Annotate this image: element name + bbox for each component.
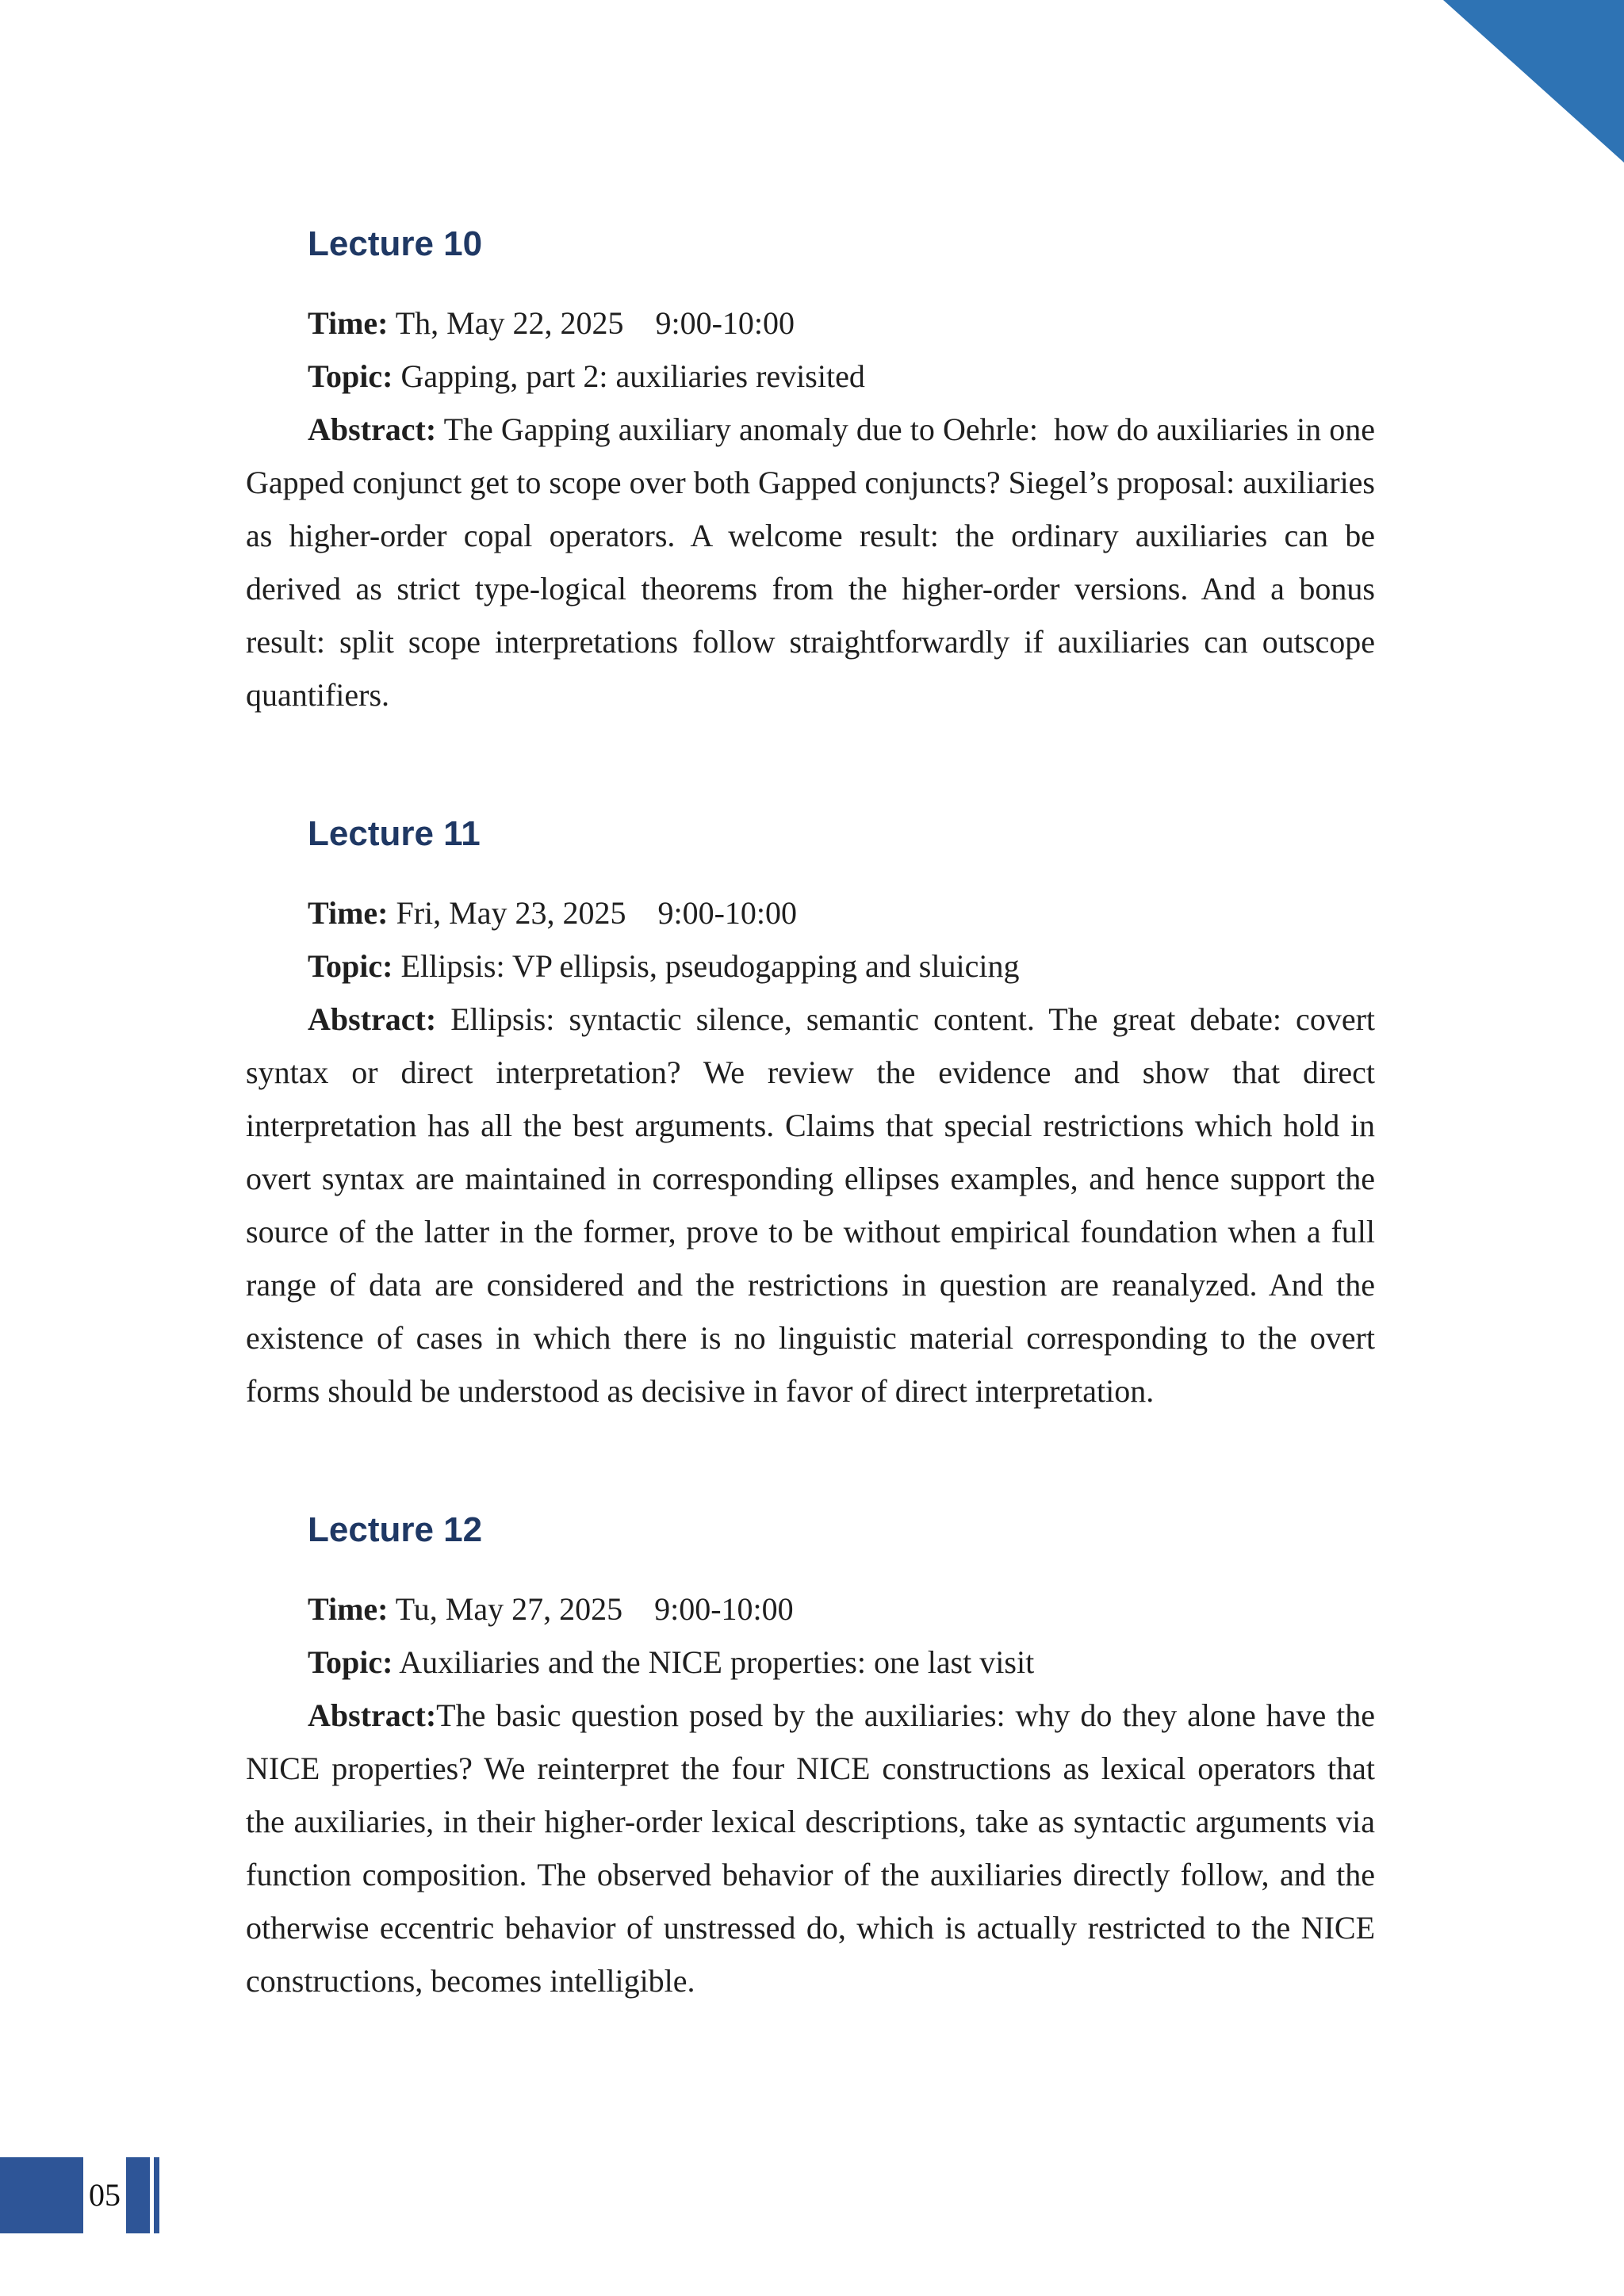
lecture-title: Lecture 12 bbox=[308, 1510, 483, 1549]
lecture-section bbox=[246, 1511, 1375, 2007]
footer-bar-thick bbox=[126, 2157, 150, 2233]
lecture-hours: 9:00-10:00 bbox=[654, 1591, 794, 1627]
footer-bar-thin bbox=[154, 2157, 159, 2233]
lecture-meta-topic bbox=[246, 939, 1375, 993]
time-label: Time: bbox=[308, 305, 389, 341]
page-footer bbox=[0, 2157, 159, 2233]
lecture-date: Th, May 22, 2025 bbox=[388, 305, 624, 341]
lecture-abstract bbox=[246, 1689, 1375, 2007]
lecture-abstract bbox=[246, 993, 1375, 1418]
topic-label: Topic: bbox=[308, 948, 393, 984]
abstract-label: Abstract: bbox=[308, 1697, 437, 1733]
abstract-label: Abstract: bbox=[308, 1001, 437, 1037]
lecture-date: Fri, May 23, 2025 bbox=[388, 895, 626, 931]
corner-triangle-decoration bbox=[1443, 0, 1624, 163]
topic-label: Topic: bbox=[308, 358, 393, 394]
abstract-text: The basic question posed by the auxiliaries: why do they alone have the NICE properties? We reinterpret the four NICE constructions as lexical operators that the auxiliaries, in their higher-order lexical descriptions, take as syntactic arguments via function composition. The observed behavior of the auxiliaries directly follow, and the otherwise eccentric behavior of unstressed do, which is actually restricted to the NICE constructions, becomes intelligible. bbox=[246, 1697, 1375, 1999]
lecture-meta-time bbox=[246, 297, 1375, 350]
abstract-label: Abstract: bbox=[308, 411, 437, 447]
time-label: Time: bbox=[308, 1591, 389, 1627]
lecture-meta-topic bbox=[246, 350, 1375, 403]
abstract-text: The Gapping auxiliary anomaly due to Oehrle: how do auxiliaries in one Gapped conjunct get to scope over both Gapped conjuncts? Siegel’s proposal: auxiliaries as higher-order copal operators. A welcome result: the ordinary auxiliaries can be derived as strict type-logical theorems from the higher-order versions. And a bonus result: split scope interpretations follow straightforwardly if auxiliaries can outscope quantifiers. bbox=[246, 411, 1375, 713]
lecture-topic: Gapping, part 2: auxiliaries revisited bbox=[393, 358, 865, 394]
lecture-topic: Ellipsis: VP ellipsis, pseudogapping and sluicing bbox=[393, 948, 1020, 984]
lecture-title: Lecture 11 bbox=[308, 814, 481, 853]
lecture-hours: 9:00-10:00 bbox=[655, 305, 795, 341]
lecture-topic: Auxiliaries and the NICE properties: one last visit bbox=[393, 1644, 1035, 1680]
page-number: 05 bbox=[89, 2177, 121, 2213]
time-label: Time: bbox=[308, 895, 389, 931]
topic-label: Topic: bbox=[308, 1644, 393, 1680]
lectures-content bbox=[246, 0, 1375, 2007]
lecture-section bbox=[246, 0, 1375, 721]
lecture-hours: 9:00-10:00 bbox=[657, 895, 798, 931]
lecture-abstract bbox=[246, 403, 1375, 721]
abstract-text: Ellipsis: syntactic silence, semantic content. The great debate: covert syntax or direct interpretation? We review the evidence and show that direct interpretation has all the best arguments. Claims that special restrictions which hold in overt syntax are maintained in corresponding ellipses examples, and hence support the source of the latter in the former, prove to be without empirical foundation when a full range of data are considered and the restrictions in question are reanalyzed. And the existence of cases in which there is no linguistic material corresponding to the overt forms should be understood as decisive in favor of direct interpretation. bbox=[246, 1001, 1375, 1409]
lecture-meta-time bbox=[246, 1582, 1375, 1636]
lecture-date: Tu, May 27, 2025 bbox=[388, 1591, 623, 1627]
lecture-title: Lecture 10 bbox=[308, 224, 483, 263]
lecture-meta-topic bbox=[246, 1636, 1375, 1689]
footer-rectangle bbox=[0, 2157, 83, 2233]
lecture-section bbox=[246, 815, 1375, 1418]
lecture-meta-time bbox=[246, 886, 1375, 939]
